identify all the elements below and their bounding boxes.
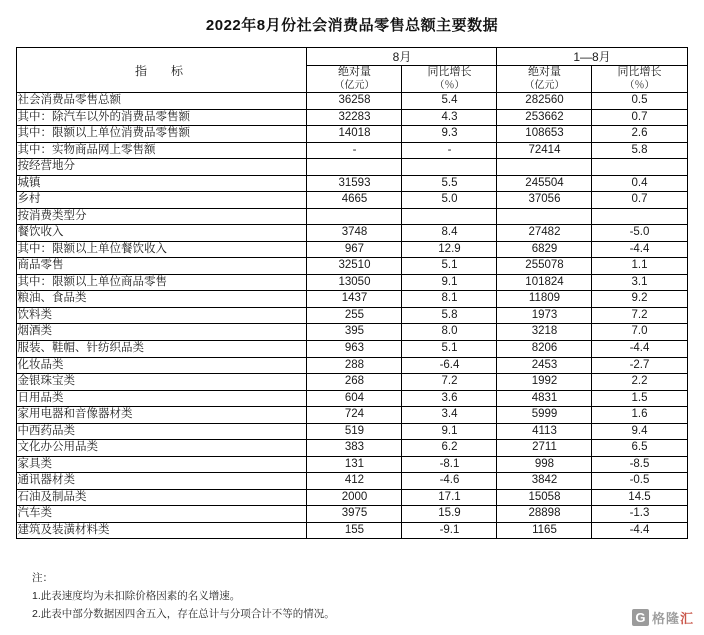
row-label: 粮油、食品类 xyxy=(17,291,307,308)
month-growth-label: 同比增长 xyxy=(427,66,472,78)
row-cumulative-absolute: 253662 xyxy=(497,109,592,126)
row-month-growth: 8.4 xyxy=(402,225,497,242)
row-month-growth: -8.1 xyxy=(402,456,497,473)
column-header-indicator: 指 标 xyxy=(17,48,307,93)
table-row xyxy=(17,241,687,258)
row-month-absolute: 963 xyxy=(307,340,402,357)
row-month-absolute: 412 xyxy=(307,473,402,490)
row-label: 乡村 xyxy=(17,192,307,209)
row-month-absolute: 36258 xyxy=(307,93,402,110)
row-label: 其中：除汽车以外的消费品零售额 xyxy=(17,109,307,126)
row-cumulative-growth: 1.5 xyxy=(592,390,687,407)
row-cumulative-absolute: 1973 xyxy=(497,307,592,324)
table-row xyxy=(17,390,687,407)
column-header-month-growth xyxy=(402,66,497,93)
row-month-growth: 8.0 xyxy=(402,324,497,341)
column-header-month-absolute xyxy=(307,66,402,93)
row-cumulative-growth xyxy=(592,208,687,225)
row-cumulative-growth: 7.0 xyxy=(592,324,687,341)
row-month-absolute: 383 xyxy=(307,440,402,457)
row-cumulative-absolute: 255078 xyxy=(497,258,592,275)
row-month-growth: 12.9 xyxy=(402,241,497,258)
table-row xyxy=(17,225,687,242)
row-month-growth: 9.1 xyxy=(402,423,497,440)
row-cumulative-absolute xyxy=(497,208,592,225)
row-month-growth: 6.2 xyxy=(402,440,497,457)
page-title: 2022年8月份社会消费品零售总额主要数据 xyxy=(205,17,499,34)
row-month-absolute: 724 xyxy=(307,407,402,424)
row-label: 按消费类型分 xyxy=(17,208,307,225)
row-label: 服装、鞋帽、针纺织品类 xyxy=(17,340,307,357)
row-month-absolute: 255 xyxy=(307,307,402,324)
row-month-growth: -9.1 xyxy=(402,522,497,539)
row-cumulative-absolute: 3218 xyxy=(497,324,592,341)
row-cumulative-growth: -4.4 xyxy=(592,241,687,258)
table-row xyxy=(17,423,687,440)
row-label: 社会消费品零售总额 xyxy=(17,93,307,110)
table-row xyxy=(17,440,687,457)
row-cumulative-absolute: 72414 xyxy=(497,142,592,159)
table-row xyxy=(17,126,687,143)
row-cumulative-growth: -5.0 xyxy=(592,225,687,242)
cumulative-absolute-label: 绝对量 xyxy=(527,66,561,78)
row-month-absolute: 604 xyxy=(307,390,402,407)
row-cumulative-absolute: 2453 xyxy=(497,357,592,374)
row-cumulative-absolute: 1165 xyxy=(497,522,592,539)
cumulative-absolute-unit: （亿元） xyxy=(524,79,565,91)
row-month-growth: -6.4 xyxy=(402,357,497,374)
row-cumulative-growth: 0.4 xyxy=(592,175,687,192)
table-row xyxy=(17,208,687,225)
row-cumulative-absolute: 4831 xyxy=(497,390,592,407)
table-row xyxy=(17,192,687,209)
row-cumulative-growth: 2.2 xyxy=(592,374,687,391)
watermark-text-suffix: 汇 xyxy=(679,611,694,626)
row-cumulative-growth: -4.4 xyxy=(592,522,687,539)
table-row xyxy=(17,522,687,539)
row-month-growth: 9.1 xyxy=(402,274,497,291)
row-cumulative-absolute: 101824 xyxy=(497,274,592,291)
row-month-absolute xyxy=(307,208,402,225)
row-cumulative-absolute: 4113 xyxy=(497,423,592,440)
note-item-2: 2.此表中部分数据因四舍五入，存在总计与分项合计不等的情况。 xyxy=(32,607,335,620)
table-row xyxy=(17,340,687,357)
row-cumulative-absolute: 15058 xyxy=(497,489,592,506)
table-row xyxy=(17,291,687,308)
row-month-growth: 5.4 xyxy=(402,93,497,110)
row-month-absolute: 519 xyxy=(307,423,402,440)
row-cumulative-growth: 9.4 xyxy=(592,423,687,440)
row-label: 文化办公用品类 xyxy=(17,440,307,457)
row-label: 金银珠宝类 xyxy=(17,374,307,391)
row-label: 中西药品类 xyxy=(17,423,307,440)
row-cumulative-growth: -2.7 xyxy=(592,357,687,374)
row-label: 商品零售 xyxy=(17,258,307,275)
row-cumulative-growth: 0.7 xyxy=(592,192,687,209)
row-month-growth: -4.6 xyxy=(402,473,497,490)
table-row xyxy=(17,109,687,126)
month-growth-unit: （％） xyxy=(434,79,465,91)
month-absolute-label: 绝对量 xyxy=(337,66,371,78)
table-notes xyxy=(32,570,335,624)
row-cumulative-growth: 14.5 xyxy=(592,489,687,506)
notes-title: 注： xyxy=(32,572,53,584)
watermark-text xyxy=(652,608,694,627)
cumulative-growth-unit: （％） xyxy=(624,79,655,91)
row-label: 饮料类 xyxy=(17,307,307,324)
row-cumulative-growth: 1.6 xyxy=(592,407,687,424)
row-month-growth: 4.3 xyxy=(402,109,497,126)
row-cumulative-absolute: 11809 xyxy=(497,291,592,308)
row-cumulative-growth: -1.3 xyxy=(592,506,687,523)
row-month-growth: 8.1 xyxy=(402,291,497,308)
table-row xyxy=(17,374,687,391)
table-row xyxy=(17,456,687,473)
row-label: 通讯器材类 xyxy=(17,473,307,490)
row-cumulative-growth: -8.5 xyxy=(592,456,687,473)
row-month-absolute: 32510 xyxy=(307,258,402,275)
row-cumulative-absolute: 1992 xyxy=(497,374,592,391)
row-month-absolute: 1437 xyxy=(307,291,402,308)
row-label: 家用电器和音像器材类 xyxy=(17,407,307,424)
watermark-badge-icon: G xyxy=(632,609,649,626)
row-month-growth: 5.8 xyxy=(402,307,497,324)
row-label: 其中：限额以上单位商品零售 xyxy=(17,274,307,291)
row-cumulative-growth: 5.8 xyxy=(592,142,687,159)
row-month-growth: 15.9 xyxy=(402,506,497,523)
row-cumulative-growth: 3.1 xyxy=(592,274,687,291)
row-cumulative-absolute: 28898 xyxy=(497,506,592,523)
table-body xyxy=(17,93,687,539)
row-cumulative-growth: 2.6 xyxy=(592,126,687,143)
row-month-absolute: 395 xyxy=(307,324,402,341)
row-cumulative-absolute: 2711 xyxy=(497,440,592,457)
row-cumulative-growth xyxy=(592,159,687,176)
table-row xyxy=(17,258,687,275)
row-month-growth: 5.1 xyxy=(402,258,497,275)
watermark xyxy=(632,608,694,627)
row-cumulative-growth: 9.2 xyxy=(592,291,687,308)
row-month-absolute: - xyxy=(307,142,402,159)
row-month-growth: 7.2 xyxy=(402,374,497,391)
row-cumulative-growth: -4.4 xyxy=(592,340,687,357)
row-label: 烟酒类 xyxy=(17,324,307,341)
row-month-growth xyxy=(402,208,497,225)
row-cumulative-absolute: 37056 xyxy=(497,192,592,209)
table-row xyxy=(17,407,687,424)
row-month-absolute: 288 xyxy=(307,357,402,374)
table-row xyxy=(17,489,687,506)
row-cumulative-absolute: 282560 xyxy=(497,93,592,110)
note-item-1: 1.此表速度均为未扣除价格因素的名义增速。 xyxy=(32,589,241,602)
row-label: 家具类 xyxy=(17,456,307,473)
row-cumulative-absolute: 108653 xyxy=(497,126,592,143)
column-header-cumulative-absolute xyxy=(497,66,592,93)
row-label: 餐饮收入 xyxy=(17,225,307,242)
row-label: 化妆品类 xyxy=(17,357,307,374)
row-label: 按经营地分 xyxy=(17,159,307,176)
row-cumulative-growth: 0.7 xyxy=(592,109,687,126)
row-cumulative-absolute: 8206 xyxy=(497,340,592,357)
row-cumulative-absolute: 27482 xyxy=(497,225,592,242)
row-cumulative-absolute: 245504 xyxy=(497,175,592,192)
row-month-absolute: 967 xyxy=(307,241,402,258)
table-row xyxy=(17,175,687,192)
row-month-absolute: 32283 xyxy=(307,109,402,126)
row-month-absolute: 155 xyxy=(307,522,402,539)
month-absolute-unit: （亿元） xyxy=(334,79,375,91)
row-month-absolute: 14018 xyxy=(307,126,402,143)
row-month-growth: 5.0 xyxy=(402,192,497,209)
row-cumulative-absolute: 5999 xyxy=(497,407,592,424)
cumulative-growth-label: 同比增长 xyxy=(617,66,662,78)
row-month-absolute: 3975 xyxy=(307,506,402,523)
row-month-absolute: 268 xyxy=(307,374,402,391)
row-month-growth: - xyxy=(402,142,497,159)
row-month-growth: 3.4 xyxy=(402,407,497,424)
table-row xyxy=(17,324,687,341)
watermark-text-prefix: 格隆 xyxy=(651,611,680,626)
row-cumulative-absolute xyxy=(497,159,592,176)
row-label: 其中：限额以上单位餐饮收入 xyxy=(17,241,307,258)
row-cumulative-growth: 0.5 xyxy=(592,93,687,110)
row-month-growth: 5.1 xyxy=(402,340,497,357)
row-month-growth: 5.5 xyxy=(402,175,497,192)
table-row xyxy=(17,506,687,523)
row-month-absolute xyxy=(307,159,402,176)
row-month-absolute: 3748 xyxy=(307,225,402,242)
row-cumulative-absolute: 998 xyxy=(497,456,592,473)
column-group-month: 8月 xyxy=(307,48,497,66)
row-month-absolute: 31593 xyxy=(307,175,402,192)
row-label: 建筑及装潢材料类 xyxy=(17,522,307,539)
column-group-cumulative: 1—8月 xyxy=(497,48,687,66)
table-row xyxy=(17,274,687,291)
table-row xyxy=(17,357,687,374)
row-label: 日用品类 xyxy=(17,390,307,407)
row-cumulative-absolute: 3842 xyxy=(497,473,592,490)
table-row xyxy=(17,93,687,110)
row-label: 其中：限额以上单位消费品零售额 xyxy=(17,126,307,143)
column-header-cumulative-growth xyxy=(592,66,687,93)
row-cumulative-growth: 1.1 xyxy=(592,258,687,275)
row-month-absolute: 4665 xyxy=(307,192,402,209)
row-label: 城镇 xyxy=(17,175,307,192)
row-month-growth: 9.3 xyxy=(402,126,497,143)
table-row xyxy=(17,159,687,176)
row-month-growth: 17.1 xyxy=(402,489,497,506)
row-label: 其中：实物商品网上零售额 xyxy=(17,142,307,159)
table-row xyxy=(17,307,687,324)
row-month-absolute: 131 xyxy=(307,456,402,473)
row-month-growth xyxy=(402,159,497,176)
row-cumulative-growth: 7.2 xyxy=(592,307,687,324)
table-row xyxy=(17,142,687,159)
row-cumulative-growth: -0.5 xyxy=(592,473,687,490)
row-cumulative-absolute: 6829 xyxy=(497,241,592,258)
table-row xyxy=(17,473,687,490)
row-label: 石油及制品类 xyxy=(17,489,307,506)
row-month-growth: 3.6 xyxy=(402,390,497,407)
row-month-absolute: 13050 xyxy=(307,274,402,291)
table-header xyxy=(17,48,687,93)
statistics-table xyxy=(16,47,687,539)
row-month-absolute: 2000 xyxy=(307,489,402,506)
row-label: 汽车类 xyxy=(17,506,307,523)
row-cumulative-growth: 6.5 xyxy=(592,440,687,457)
